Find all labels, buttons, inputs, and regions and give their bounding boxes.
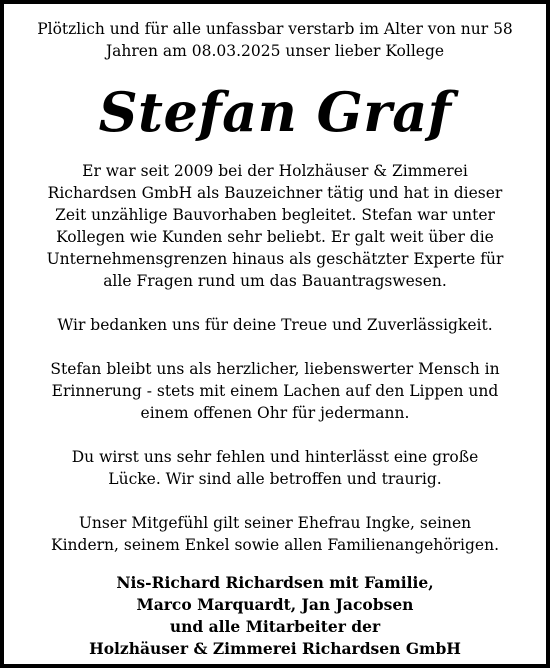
signature-line: Holzhäuser & Zimmerei Richardsen GmbH [89,639,461,658]
text-line: Erinnerung - stets mit einem Lachen auf den Lippen und [51,382,499,400]
text-line: Kollegen wie Kunden sehr beliebt. Er galt weit über die [56,228,494,246]
text-line: Er war seit 2009 bei der Holzhäuser & Zimmerei [82,162,468,180]
text-line: Kindern, seinem Enkel sowie allen Familienangehörigen. [51,536,499,554]
paragraph-thanks [10,314,540,336]
text-line: alle Fragen rund um das Bauantragswesen. [103,272,447,290]
intro-line: Jahren am 08.03.2025 unser lieber Kollege [105,42,445,60]
text-line: einem offenen Ohr für jedermann. [140,404,410,422]
text-line: Stefan bleibt uns als herzlicher, liebenswerter Mensch in [50,360,500,378]
signature-line: Nis-Richard Richardsen mit Familie, [116,573,434,592]
text-line: Lücke. Wir sind alle betroffen und traurig. [108,470,442,488]
text-line: Zeit unzählige Bauvorhaben begleitet. Stefan war unter [55,206,495,224]
deceased-name: Stefan Graf [98,80,452,144]
text-line: Du wirst uns sehr fehlen und hinterlässt eine große [71,448,479,466]
signature-line: und alle Mitarbeiter der [169,617,381,636]
signature-line: Marco Marquardt, Jan Jacobsen [136,595,414,614]
intro-text [10,18,540,62]
text-line: Unser Mitgefühl gilt seiner Ehefrau Ingke, seinen [78,514,472,532]
paragraph-memory [10,358,540,424]
intro-line: Plötzlich und für alle unfassbar verstarb im Alter von nur 58 [37,20,513,38]
signature-block [10,572,540,660]
text-line: Unternehmensgrenzen hinaus als geschätzter Experte für [46,250,504,268]
text-line: Wir bedanken uns für deine Treue und Zuverlässigkeit. [57,316,493,334]
paragraph-loss [10,446,540,490]
text-line: Richardsen GmbH als Bauzeichner tätig und hat in dieser [47,184,503,202]
paragraph-career [10,160,540,292]
paragraph-condolence [10,512,540,556]
obituary-body [10,160,540,556]
